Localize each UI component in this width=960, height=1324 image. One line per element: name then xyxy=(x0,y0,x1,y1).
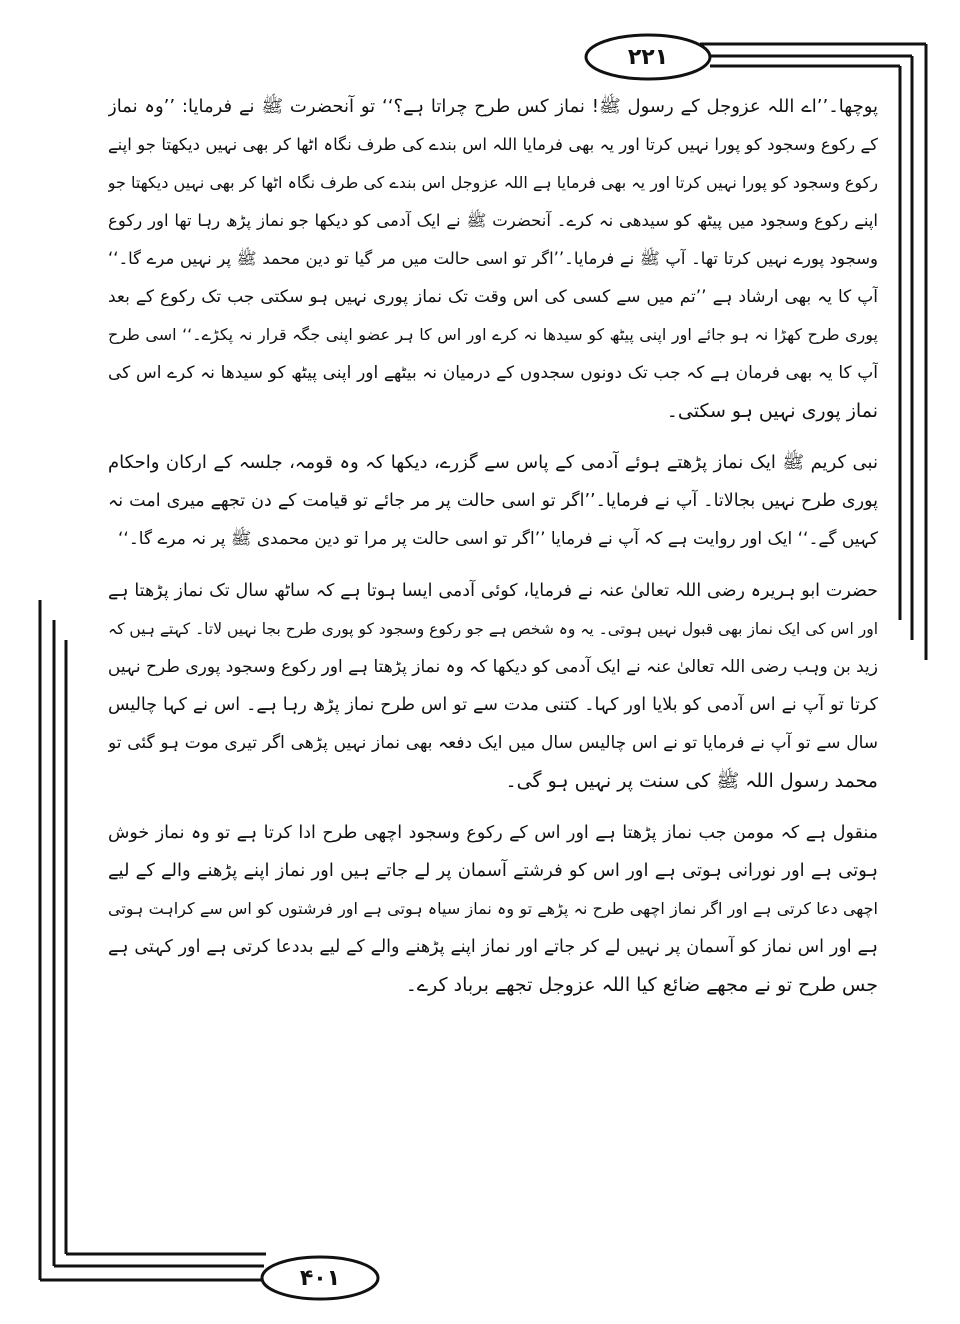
text-line: محمد رسول اللہ ﷺ کی سنت پر نہیں ہو گی۔ xyxy=(505,770,878,792)
text-line: پوری طرح کھڑا نہ ہو جائے اور اپنی پیٹھ کو سیدھا نہ کرے اور اس کا ہر عضو اپنی جگہ قرار نہ پکڑے۔‘‘ اسی طرح xyxy=(108,325,878,344)
text-line: زید بن وہب رضی اللہ تعالیٰ عنہ نے ایک آدمی کو دیکھا کہ وہ نماز پڑھتا ہے اور رکوع وسجود پوری طرح نہیں xyxy=(108,657,878,677)
text-line: پوچھا۔’’اے اللہ عزوجل کے رسول ﷺ! نماز کس طرح چراتا ہے؟‘‘ تو آنحضرت ﷺ نے فرمایا: ’’وہ نماز xyxy=(108,96,878,117)
paragraph xyxy=(108,444,878,558)
page-number-bottom: ۴۰۱ xyxy=(299,1265,341,1291)
text-line: کے رکوع وسجود کو پورا نہیں کرتا اور یہ بھی فرمایا اللہ اس بندے کی طرف نگاہ اٹھا کر بھی نہیں دیکھتا جو اپنے xyxy=(108,135,878,154)
text-line: منقول ہے کہ مومن جب نماز پڑھتا ہے اور اس کے رکوع وسجود اچھی طرح ادا کرتا ہے تو وہ نماز خوش xyxy=(108,823,878,843)
text-line: کہیں گے۔‘‘ ایک اور روایت ہے کہ آپ نے فرمایا ’’اگر تو اسی حالت پر مرا تو دین محمدی ﷺ پر نہ مرے گا۔‘‘ xyxy=(118,529,878,549)
text-line: آپ کا یہ بھی فرمان ہے کہ جب تک دونوں سجدوں کے درمیان نہ بیٹھے اور اپنی پیٹھ کو سیدھا نہ کرے اس کی xyxy=(108,363,878,383)
text-line: اچھی دعا کرتی ہے اور اگر نماز اچھی طرح نہ پڑھے تو وہ نماز سیاہ ہوتی ہے اور فرشتوں کو اس سے کراہت ہوتی xyxy=(108,899,878,918)
text-line: آپ کا یہ بھی ارشاد ہے ’’تم میں سے کسی کی اس وقت تک نماز پوری نہیں ہو سکتی جب تک رکوع کے بعد xyxy=(108,287,878,307)
text-line: سال سے تو آپ نے فرمایا تو نے اس چالیس سال میں ایک دفعہ بھی نماز نہیں پڑھی اگر تیری موت ہو گئی تو xyxy=(108,733,878,753)
text-line: جس طرح تو نے مجھے ضائع کیا اللہ عزوجل تجھے برباد کرے۔ xyxy=(405,974,878,996)
page-number-top: ۲۲۱ xyxy=(627,44,669,70)
paragraph xyxy=(108,572,878,800)
text-line: کرتا تو آپ نے اس آدمی کو بلایا اور کہا۔ کتنی مدت سے تو اس طرح نماز پڑھ رہا ہے۔ اس نے کہا چالیس xyxy=(108,695,878,715)
text-line: نبی کریم ﷺ ایک نماز پڑھتے ہوئے آدمی کے پاس سے گزرے، دیکھا کہ وہ قومہ، جلسہ کے ارکان واحکام xyxy=(108,452,878,473)
text-line: رکوع وسجود کو پورا نہیں کرتا اور یہ بھی فرمایا ہے اللہ عزوجل اس بندے کی طرف نگاہ اٹھا کر بھی نہیں دیکھتا جو xyxy=(108,173,878,192)
paragraph xyxy=(108,88,878,430)
text-line: نماز پوری نہیں ہو سکتی۔ xyxy=(666,400,878,422)
body-text xyxy=(108,88,878,1018)
text-line: حضرت ابو ہریرہ رضی اللہ تعالیٰ عنہ نے فرمایا، کوئی آدمی ایسا ہوتا ہے کہ ساٹھ سال تک نماز پڑھتا ہے xyxy=(108,581,878,601)
paragraph xyxy=(108,814,878,1004)
text-line: وسجود پورے نہیں کرتا تھا۔ آپ ﷺ نے فرمایا۔’’اگر تو اسی حالت میں مر گیا تو دین محمد ﷺ پر نہیں مرے گا۔‘‘ xyxy=(108,249,878,268)
text-line: پوری طرح نہیں بجالاتا۔ آپ نے فرمایا۔’’اگر تو اسی حالت پر مر جائے تو قیامت کے دن تجھے میری امت نہ xyxy=(108,491,878,511)
text-line: اپنے رکوع وسجود میں پیٹھ کو سیدھی نہ کرے۔ آنحضرت ﷺ نے ایک آدمی کو دیکھا جو نماز پڑھ رہا تھا اور رکوع xyxy=(108,211,878,230)
text-line: ہے اور اس نماز کو آسمان پر نہیں لے کر جاتے اور نماز اپنے پڑھنے والے کے لیے بددعا کرتی ہے اور کہتی ہے xyxy=(108,937,878,957)
text-line: اور اس کی ایک نماز بھی قبول نہیں ہوتی۔ یہ وہ شخص ہے جو رکوع وسجود کو پوری طرح بجا نہیں لاتا۔ کہتے ہیں کہ xyxy=(108,620,878,638)
text-line: ہوتی ہے اور نورانی ہوتی ہے اور اس کو فرشتے آسمان پر لے جاتے ہیں اور نماز اپنے پڑھنے والے کے لیے xyxy=(108,860,878,881)
